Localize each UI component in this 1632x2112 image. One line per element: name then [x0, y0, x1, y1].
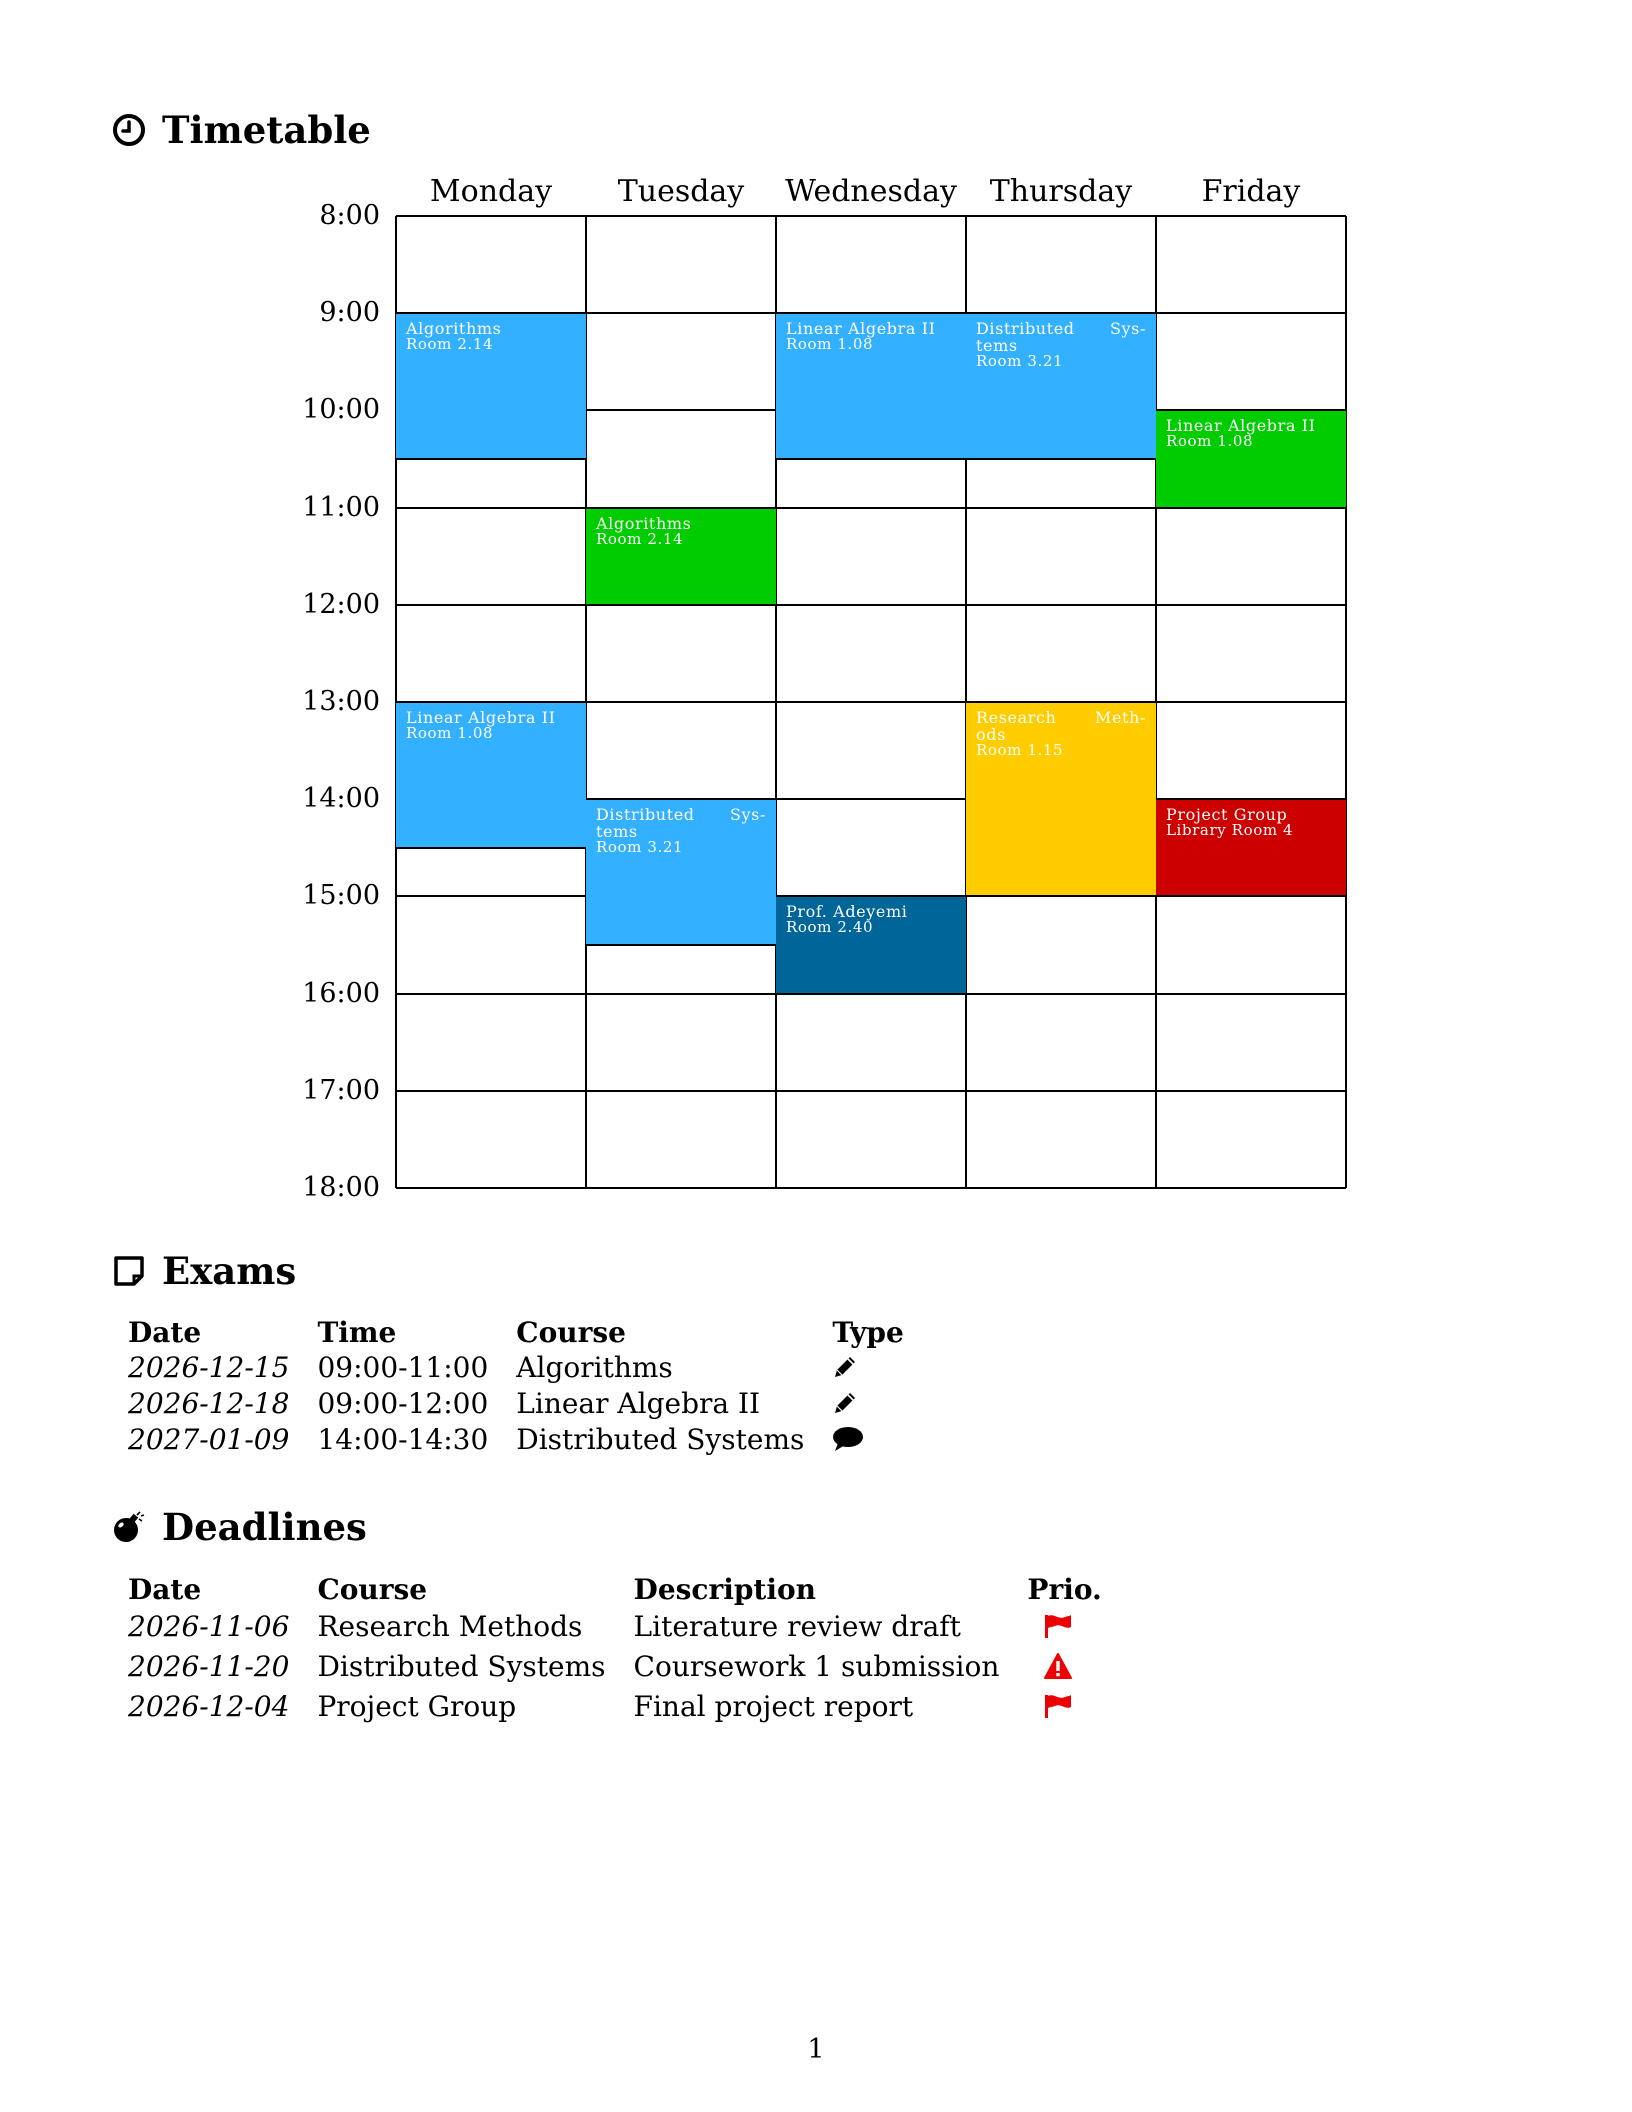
hour-gridline [396, 604, 1346, 606]
event-room: Room 1.08 [1166, 432, 1254, 451]
hour-gridline [396, 1187, 1346, 1189]
deadlines-header-row [128, 1568, 1130, 1606]
deadline-row [128, 1646, 1130, 1686]
deadline-date: 2026-11-06 [128, 1609, 290, 1643]
deadline-row [128, 1606, 1130, 1646]
timetable-event [776, 312, 966, 460]
exam-date: 2026-12-15 [128, 1350, 290, 1384]
exams-title: Exams [162, 1249, 297, 1293]
event-title: Research Meth- ods [976, 708, 1146, 744]
time-label-1600: 16:00 [302, 977, 380, 1009]
exam-course: Distributed Systems [516, 1422, 805, 1456]
hour-gridline [396, 1090, 1346, 1092]
day-header-monday: Monday [429, 174, 553, 209]
time-label-1400: 14:00 [302, 783, 380, 815]
timetable-title: Timetable [162, 108, 371, 152]
time-label-1800: 18:00 [302, 1172, 380, 1203]
event-title: Prof. Adeyemi [786, 902, 908, 922]
exam-row [128, 1385, 932, 1421]
exam-date: 2027-01-09 [128, 1422, 290, 1456]
deadline-prio [1027, 1606, 1129, 1646]
event-room: Room 1.08 [406, 724, 494, 742]
deadline-description: Literature review draft [633, 1609, 961, 1643]
column-header-prio: Prio. [1027, 1573, 1102, 1606]
timetable-event [1156, 798, 1346, 897]
column-header-course: Course [516, 1316, 626, 1349]
exam-type [832, 1421, 931, 1457]
deadline-description: Coursework 1 submission [633, 1649, 1000, 1683]
deadline-date: 2026-12-04 [128, 1689, 290, 1723]
timetable-event [586, 798, 776, 946]
timetable-event [966, 701, 1156, 897]
exams-header-row [128, 1311, 932, 1349]
deadline-prio [1027, 1686, 1129, 1726]
speech-bubble-icon [832, 1426, 903, 1452]
deadline-course: Research Methods [317, 1609, 583, 1643]
exams-heading [112, 1249, 296, 1293]
deadline-course: Distributed Systems [317, 1649, 606, 1683]
time-label-1500: 15:00 [302, 880, 380, 912]
event-title: Algorithms [406, 319, 502, 339]
day-gridline [1345, 216, 1347, 1188]
exam-type [832, 1385, 931, 1421]
event-title: Algorithms [596, 513, 692, 533]
time-label-1000: 10:00 [302, 394, 380, 426]
event-room: Room 1.15 [976, 741, 1064, 759]
page-number: 1 [807, 2034, 825, 2065]
timetable-event [586, 507, 776, 606]
flag-icon [1043, 1693, 1101, 1719]
pencil-icon [832, 1354, 903, 1380]
event-room: Library Room 4 [1166, 821, 1294, 840]
day-header-thursday: Thursday [989, 174, 1133, 209]
event-room: Room 2.14 [596, 529, 684, 548]
time-label-1700: 17:00 [302, 1074, 380, 1106]
exam-time: 14:00-14:30 [317, 1422, 489, 1456]
bomb-icon [112, 1510, 146, 1544]
day-header-wednesday: Wednesday [785, 174, 957, 209]
timetable-event [1156, 409, 1346, 508]
event-room: Room 3.21 [596, 838, 684, 857]
column-header-description: Description [633, 1573, 817, 1606]
time-label-1100: 11:00 [302, 491, 380, 523]
time-label-1300: 13:00 [302, 686, 380, 717]
exam-course: Linear Algebra II [516, 1386, 761, 1420]
exam-time: 09:00-12:00 [317, 1386, 489, 1420]
time-label-1200: 12:00 [302, 588, 380, 620]
column-header-course: Course [317, 1573, 428, 1606]
deadlines-table [128, 1568, 1130, 1726]
deadlines-heading [112, 1505, 367, 1549]
exam-row [128, 1421, 932, 1457]
exam-course: Algorithms [516, 1350, 673, 1384]
warning-icon [1043, 1652, 1101, 1680]
exam-type [832, 1349, 931, 1385]
event-room: Room 2.40 [786, 918, 874, 937]
timetable-event [396, 701, 586, 849]
column-header-type: Type [832, 1316, 904, 1349]
deadline-prio [1027, 1646, 1129, 1686]
time-label-800: 8:00 [319, 200, 380, 231]
timetable-event [396, 312, 586, 460]
event-room: Room 2.14 [406, 335, 494, 354]
exam-date: 2026-12-18 [128, 1386, 290, 1420]
pencil-icon [832, 1390, 903, 1416]
exam-time: 09:00-11:00 [317, 1350, 489, 1384]
event-title: Distributed Sys- tems [976, 319, 1146, 356]
time-label-900: 9:00 [319, 297, 380, 329]
event-title: Linear Algebra II [786, 319, 936, 339]
event-room: Room 1.08 [786, 335, 874, 354]
deadline-course: Project Group [317, 1689, 517, 1723]
deadlines-title: Deadlines [162, 1505, 367, 1549]
event-room: Room 3.21 [976, 352, 1064, 371]
column-header-date: Date [128, 1573, 202, 1606]
event-title: Distributed Sys- tems [596, 805, 766, 842]
deadline-description: Final project report [633, 1689, 914, 1723]
hour-gridline [396, 215, 1346, 217]
deadline-row [128, 1686, 1130, 1726]
exams-table [128, 1311, 932, 1457]
column-header-time: Time [317, 1316, 397, 1349]
day-header-tuesday: Tuesday [617, 174, 745, 209]
deadline-date: 2026-11-20 [128, 1649, 290, 1683]
event-title: Linear Algebra II [406, 708, 556, 727]
column-header-date: Date [128, 1316, 202, 1349]
event-title: Project Group [1166, 805, 1288, 825]
sticky-note-icon [112, 1254, 146, 1288]
event-title: Linear Algebra II [1166, 416, 1316, 436]
flag-icon [1043, 1613, 1101, 1639]
timetable-event [776, 895, 966, 994]
day-header-friday: Friday [1201, 174, 1301, 209]
timetable-event [966, 312, 1156, 460]
exam-row [128, 1349, 932, 1385]
